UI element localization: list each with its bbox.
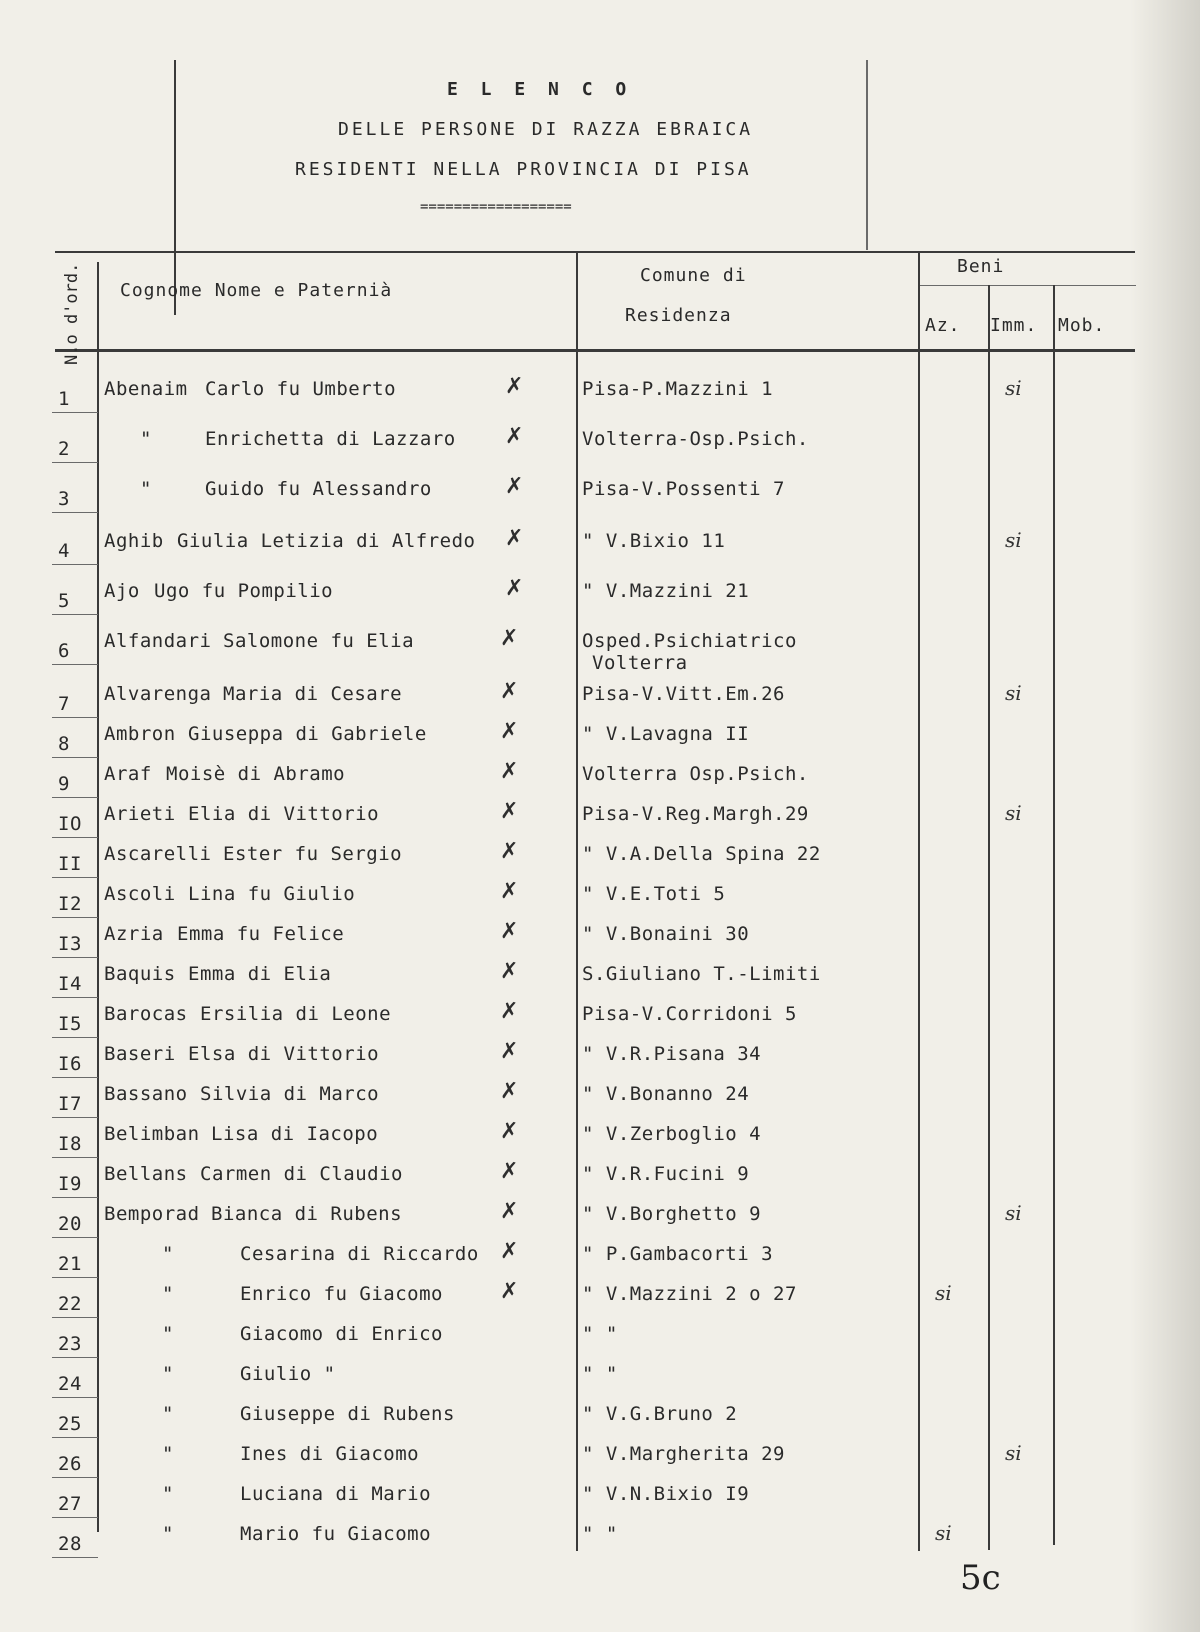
row-imm-mark: si xyxy=(1005,528,1022,552)
row-surname: " xyxy=(162,1483,174,1505)
row-surname: Baquis xyxy=(104,963,176,985)
col-name-divider xyxy=(576,251,578,1551)
row-surname: " xyxy=(140,428,152,450)
row-imm-mark: si xyxy=(1005,1441,1022,1465)
row-residence: Pisa-V.Vitt.Em.26 xyxy=(582,683,785,705)
col-residenza-divider xyxy=(918,251,920,1551)
col-comune-header: Comune di xyxy=(640,265,747,286)
title-line-2: RESIDENTI NELLA PROVINCIA DI PISA xyxy=(295,159,752,180)
row-rule xyxy=(52,1477,98,1478)
col-num-header: N.o d'ord. xyxy=(62,262,82,365)
row-rule xyxy=(52,1237,98,1238)
row-surname: Ascarelli xyxy=(104,843,212,865)
row-rule xyxy=(52,1397,98,1398)
row-number: I9 xyxy=(58,1173,82,1195)
page-edge-shadow xyxy=(1130,0,1200,1632)
row-residence: " V.R.Pisana 34 xyxy=(582,1043,762,1065)
check-mark-icon: ✗ xyxy=(500,759,519,784)
row-rule xyxy=(52,997,98,998)
row-given-name: Ines di Giacomo xyxy=(240,1443,420,1465)
row-number: 21 xyxy=(58,1253,82,1275)
row-given-name: Giuseppa di Gabriele xyxy=(188,723,427,745)
header-bottom-rule xyxy=(55,349,1135,352)
row-rule xyxy=(52,757,98,758)
row-surname: Alfandari xyxy=(104,630,212,652)
row-number: 4 xyxy=(58,540,70,562)
row-surname: " xyxy=(162,1323,174,1345)
row-number: 20 xyxy=(58,1213,82,1235)
row-number: 28 xyxy=(58,1533,82,1555)
row-rule xyxy=(52,917,98,918)
row-rule xyxy=(52,564,98,565)
row-surname: Barocas xyxy=(104,1003,188,1025)
row-rule xyxy=(52,1157,98,1158)
row-given-name: Bianca di Rubens xyxy=(211,1203,403,1225)
check-mark-icon: ✗ xyxy=(500,626,519,651)
row-rule xyxy=(52,412,98,413)
col-beni-header: Beni xyxy=(957,256,1005,277)
row-rule xyxy=(52,512,98,513)
row-residence: Volterra-Osp.Psich. xyxy=(582,428,809,450)
row-rule xyxy=(52,1037,98,1038)
row-residence: " V.Bonanno 24 xyxy=(582,1083,750,1105)
row-imm-mark: si xyxy=(1005,681,1022,705)
row-given-name: Carlo fu Umberto xyxy=(205,378,397,400)
row-residence: Pisa-V.Reg.Margh.29 xyxy=(582,803,809,825)
check-mark-icon: ✗ xyxy=(500,839,519,864)
check-mark-icon: ✗ xyxy=(500,1239,519,1264)
header-right-margin-line xyxy=(866,60,868,250)
row-residence: " V.A.Della Spina 22 xyxy=(582,843,821,865)
col-imm-divider xyxy=(1053,285,1055,1545)
row-surname: Baseri xyxy=(104,1043,176,1065)
row-imm-mark: si xyxy=(1005,801,1022,825)
check-mark-icon: ✗ xyxy=(500,1119,519,1144)
check-mark-icon: ✗ xyxy=(500,1079,519,1104)
row-number: 6 xyxy=(58,640,70,662)
col-name-header: Cognome Nome e Paternià xyxy=(120,280,393,301)
row-surname: " xyxy=(162,1283,174,1305)
row-surname: Ajo xyxy=(104,580,140,602)
row-surname: Bellans xyxy=(104,1163,188,1185)
row-surname: Belimban xyxy=(104,1123,200,1145)
check-mark-icon: ✗ xyxy=(500,1199,519,1224)
check-mark-icon: ✗ xyxy=(500,879,519,904)
row-residence: " V.Margherita 29 xyxy=(582,1443,785,1465)
row-surname: " xyxy=(162,1443,174,1465)
row-rule xyxy=(52,1437,98,1438)
row-surname: Ascoli xyxy=(104,883,176,905)
row-imm-mark: si xyxy=(1005,376,1022,400)
row-rule xyxy=(52,717,98,718)
row-number: I5 xyxy=(58,1013,82,1035)
row-rule xyxy=(52,1117,98,1118)
row-rule xyxy=(52,837,98,838)
col-residenza-header: Residenza xyxy=(625,305,732,326)
row-given-name: Ester fu Sergio xyxy=(223,843,403,865)
check-mark-icon: ✗ xyxy=(500,1279,519,1304)
row-rule xyxy=(52,877,98,878)
col-mob-header: Mob. xyxy=(1058,315,1106,336)
check-mark-icon: ✗ xyxy=(500,1039,519,1064)
check-mark-icon: ✗ xyxy=(505,576,524,601)
row-number: 22 xyxy=(58,1293,82,1315)
row-given-name: Maria di Cesare xyxy=(223,683,403,705)
row-rule xyxy=(52,1557,98,1558)
col-az-divider xyxy=(988,285,990,1550)
table-top-rule xyxy=(55,251,1135,253)
row-given-name: Luciana di Mario xyxy=(240,1483,432,1505)
row-surname: " xyxy=(162,1243,174,1265)
check-mark-icon: ✗ xyxy=(500,1159,519,1184)
title-underline: ================== xyxy=(420,199,572,215)
row-number: 9 xyxy=(58,773,70,795)
title-line-1: DELLE PERSONE DI RAZZA EBRAICA xyxy=(338,119,754,140)
row-residence: " V.G.Bruno 2 xyxy=(582,1403,738,1425)
row-residence: " " xyxy=(582,1323,618,1345)
row-residence: " V.Borghetto 9 xyxy=(582,1203,762,1225)
row-az-mark: si xyxy=(935,1281,952,1305)
row-given-name: Enrico fu Giacomo xyxy=(240,1283,443,1305)
row-rule xyxy=(52,664,98,665)
row-number: 2 xyxy=(58,438,70,460)
row-surname: " xyxy=(162,1363,174,1385)
page-number-mark: 5c xyxy=(960,1558,1001,1598)
row-surname: Aghib xyxy=(104,530,164,552)
row-number: IO xyxy=(58,813,82,835)
check-mark-icon: ✗ xyxy=(500,919,519,944)
row-number: 5 xyxy=(58,590,70,612)
row-surname: Bemporad xyxy=(104,1203,200,1225)
row-residence: " V.N.Bixio I9 xyxy=(582,1483,750,1505)
row-surname: Ambron xyxy=(104,723,176,745)
row-number: I8 xyxy=(58,1133,82,1155)
check-mark-icon: ✗ xyxy=(505,474,524,499)
check-mark-icon: ✗ xyxy=(505,424,524,449)
row-given-name: Emma fu Felice xyxy=(177,923,345,945)
row-residence: Volterra Osp.Psich. xyxy=(582,763,809,785)
row-residence: " V.Mazzini 2 o 27 xyxy=(582,1283,797,1305)
row-given-name: Lina fu Giulio xyxy=(188,883,356,905)
row-number: I6 xyxy=(58,1053,82,1075)
row-given-name: Giuseppe di Rubens xyxy=(240,1403,455,1425)
col-num-divider xyxy=(97,262,99,1532)
row-number: 1 xyxy=(58,388,70,410)
row-rule xyxy=(52,1197,98,1198)
row-residence: Pisa-V.Corridoni 5 xyxy=(582,1003,797,1025)
row-imm-mark: si xyxy=(1005,1201,1022,1225)
document-title: E L E N C O xyxy=(447,79,633,100)
row-rule xyxy=(52,1077,98,1078)
row-number: 24 xyxy=(58,1373,82,1395)
row-given-name: Ersilia di Leone xyxy=(200,1003,392,1025)
check-mark-icon: ✗ xyxy=(500,959,519,984)
row-surname: Azria xyxy=(104,923,164,945)
row-given-name: Salomone fu Elia xyxy=(223,630,415,652)
row-rule xyxy=(52,1317,98,1318)
row-surname: Arieti xyxy=(104,803,176,825)
row-residence: " V.Zerboglio 4 xyxy=(582,1123,762,1145)
row-number: 3 xyxy=(58,488,70,510)
row-number: 23 xyxy=(58,1333,82,1355)
row-surname: Alvarenga xyxy=(104,683,212,705)
row-given-name: Guido fu Alessandro xyxy=(205,478,432,500)
row-residence: " " xyxy=(582,1363,618,1385)
row-rule xyxy=(52,1357,98,1358)
row-given-name: Cesarina di Riccardo xyxy=(240,1243,479,1265)
row-az-mark: si xyxy=(935,1521,952,1545)
row-surname: " xyxy=(162,1523,174,1545)
row-number: I3 xyxy=(58,933,82,955)
row-number: I2 xyxy=(58,893,82,915)
row-surname: Araf xyxy=(104,763,152,785)
row-given-name: Giulia Letizia di Alfredo xyxy=(177,530,476,552)
row-residence: Pisa-P.Mazzini 1 xyxy=(582,378,774,400)
row-surname: Bassano xyxy=(104,1083,188,1105)
row-residence: " V.Bixio 11 xyxy=(582,530,726,552)
row-surname: " xyxy=(162,1403,174,1425)
row-residence: Pisa-V.Possenti 7 xyxy=(582,478,785,500)
row-surname: " xyxy=(140,478,152,500)
col-imm-header: Imm. xyxy=(990,315,1038,336)
row-residence: " V.E.Toti 5 xyxy=(582,883,726,905)
row-given-name: Carmen di Claudio xyxy=(200,1163,403,1185)
row-given-name: Giulio " xyxy=(240,1363,336,1385)
row-residence-line-2: Volterra xyxy=(592,652,688,674)
check-mark-icon: ✗ xyxy=(500,679,519,704)
row-given-name: Emma di Elia xyxy=(188,963,332,985)
row-number: 26 xyxy=(58,1453,82,1475)
row-given-name: Elia di Vittorio xyxy=(188,803,380,825)
row-number: 8 xyxy=(58,733,70,755)
row-rule xyxy=(52,797,98,798)
row-rule xyxy=(52,1277,98,1278)
row-residence: " P.Gambacorti 3 xyxy=(582,1243,774,1265)
row-given-name: Elsa di Vittorio xyxy=(188,1043,380,1065)
check-mark-icon: ✗ xyxy=(500,799,519,824)
row-given-name: Lisa di Iacopo xyxy=(211,1123,379,1145)
row-residence: " " xyxy=(582,1523,618,1545)
row-number: 7 xyxy=(58,693,70,715)
col-az-header: Az. xyxy=(925,315,961,336)
row-given-name: Silvia di Marco xyxy=(200,1083,380,1105)
row-number: 27 xyxy=(58,1493,82,1515)
row-rule xyxy=(52,614,98,615)
row-number: 25 xyxy=(58,1413,82,1435)
row-residence: " V.Bonaini 30 xyxy=(582,923,750,945)
row-rule xyxy=(52,462,98,463)
row-rule xyxy=(52,957,98,958)
row-residence: Osped.Psichiatrico xyxy=(582,630,797,652)
row-rule xyxy=(52,1517,98,1518)
row-residence: S.Giuliano T.-Limiti xyxy=(582,963,821,985)
header-left-margin-line xyxy=(174,60,176,315)
row-number: II xyxy=(58,853,82,875)
row-residence: " V.R.Fucini 9 xyxy=(582,1163,750,1185)
row-given-name: Mario fu Giacomo xyxy=(240,1523,432,1545)
row-surname: Abenaim xyxy=(104,378,188,400)
row-residence: " V.Mazzini 21 xyxy=(582,580,750,602)
row-given-name: Ugo fu Pompilio xyxy=(154,580,334,602)
row-given-name: Giacomo di Enrico xyxy=(240,1323,443,1345)
row-number: I4 xyxy=(58,973,82,995)
row-residence: " V.Lavagna II xyxy=(582,723,750,745)
beni-sub-rule xyxy=(918,285,1136,286)
row-given-name: Enrichetta di Lazzaro xyxy=(205,428,456,450)
row-given-name: Moisè di Abramo xyxy=(166,763,346,785)
check-mark-icon: ✗ xyxy=(500,719,519,744)
check-mark-icon: ✗ xyxy=(505,526,524,551)
row-number: I7 xyxy=(58,1093,82,1115)
check-mark-icon: ✗ xyxy=(505,374,524,399)
check-mark-icon: ✗ xyxy=(500,999,519,1024)
